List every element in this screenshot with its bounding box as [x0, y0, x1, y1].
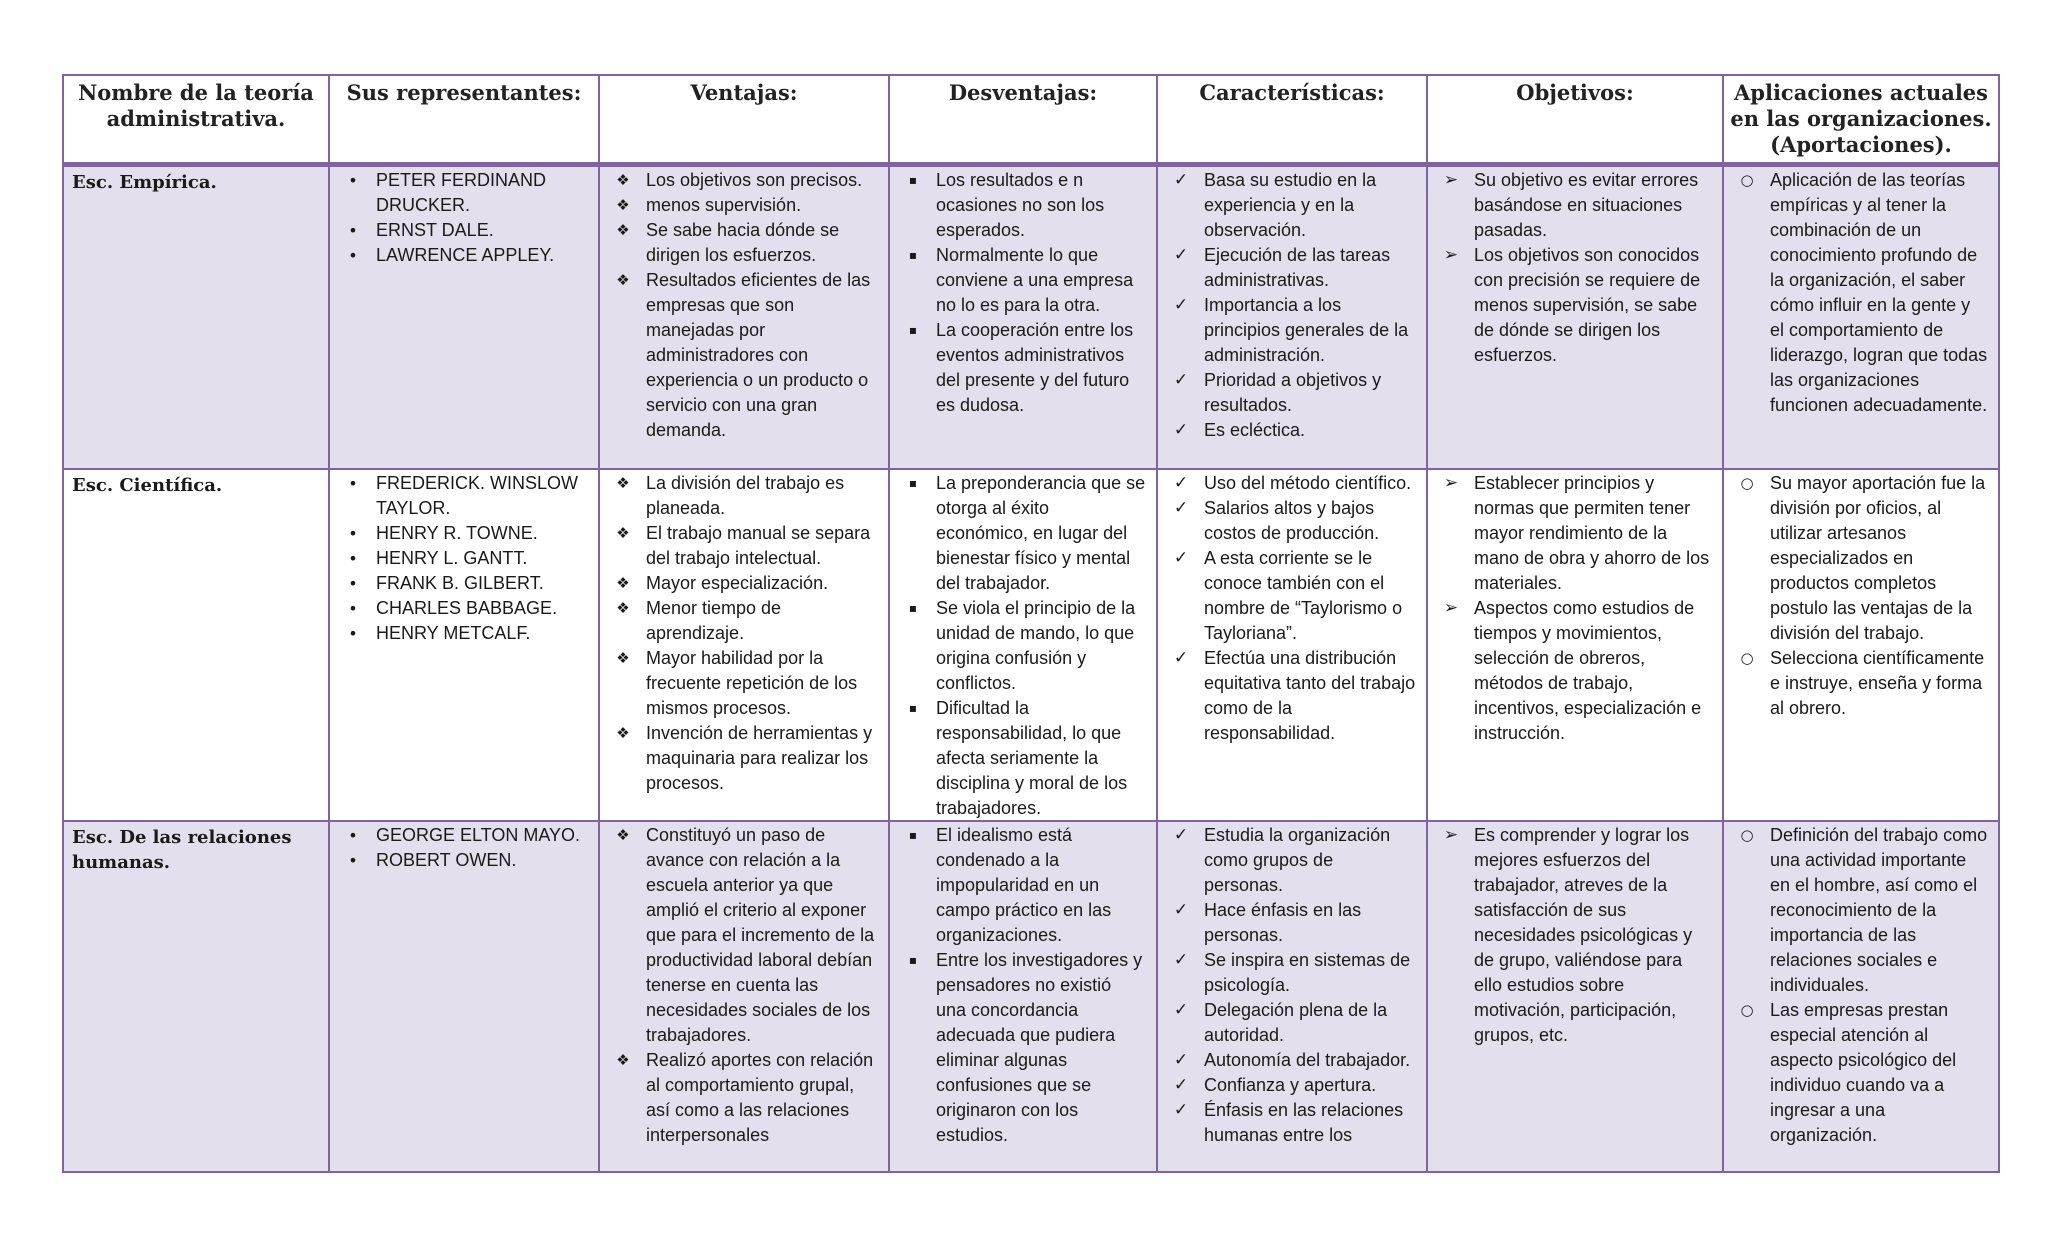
list-item-text: Los objetivos son conocidos con precisión se requiere de menos supervisión, se sabe de dónde se dirigen los esfuerzos.: [1474, 245, 1701, 365]
list-item-text: Dificultad la responsabilidad, lo que afecta seriamente la disciplina y moral de los trabajadores.: [936, 698, 1128, 818]
applications-list: [1724, 167, 1998, 418]
list-item: [890, 471, 1146, 596]
header-disadvantages: Desventajas:: [889, 75, 1157, 165]
bullet-icon: ▪: [908, 828, 918, 842]
bullet-icon: ✓: [1173, 1000, 1189, 1020]
bullet-icon: ✓: [1173, 825, 1189, 845]
list-item: [330, 546, 588, 571]
bullet-icon: ✓: [1173, 170, 1189, 190]
bullet-icon: •: [348, 246, 358, 265]
list-item-text: Es comprender y lograr los mejores esfuerzos del trabajador, atreves de la satisfacción de sus necesidades psicológicas y de grupo, valiéndose para ello estudios sobre motivación, participación, grupos, etc.: [1474, 825, 1693, 1045]
bullet-icon: ❖: [616, 221, 630, 239]
representatives-cell: [329, 165, 599, 470]
list-item-text: FREDERICK. WINSLOW TAYLOR.: [376, 473, 579, 518]
list-item: [1158, 898, 1416, 948]
list-item: [890, 948, 1146, 1148]
list-item-text: Definición del trabajo como una actividad importante en el hombre, así como el reconocimiento de la importancia de las relaciones sociales e individuales.: [1770, 825, 1988, 995]
list-item: [1428, 168, 1712, 243]
list-item-text: Normalmente lo que conviene a una empresa no lo es para la otra.: [936, 245, 1134, 315]
disadvantages-list: [890, 470, 1156, 820]
bullet-icon: ✓: [1173, 950, 1189, 970]
bullet-icon: ✓: [1173, 1075, 1189, 1095]
list-item: [600, 1048, 878, 1148]
objectives-cell: [1427, 165, 1723, 470]
list-item: [1724, 168, 1988, 418]
list-item-text: Constituyó un paso de avance con relación a la escuela anterior ya que amplió el criterio al exponer que para el incremento de la productividad laboral debían tenerse en cuenta las necesidades sociales de los trabajadores.: [646, 825, 875, 1045]
header-characteristics: Características:: [1157, 75, 1427, 165]
bullet-icon: ▪: [908, 701, 918, 715]
representatives-cell: [329, 821, 599, 1172]
header-representatives: Sus representantes:: [329, 75, 599, 165]
bullet-icon: ✓: [1173, 420, 1189, 440]
advantages-list: [600, 167, 888, 443]
list-item-text: Confianza y apertura.: [1204, 1075, 1377, 1095]
list-item: [600, 521, 878, 571]
bullet-icon: ○: [1740, 474, 1754, 492]
disadvantages-list: [890, 167, 1156, 418]
list-item: [600, 193, 878, 218]
list-item: [1724, 471, 1988, 646]
list-item-text: Su mayor aportación fue la división por oficios, al utilizar artesanos especializados en productos completos postulo las ventajas de la división del trabajo.: [1770, 473, 1986, 643]
list-item-text: La división del trabajo es planeada.: [646, 473, 845, 518]
bullet-icon: ✓: [1173, 1100, 1189, 1120]
list-item-text: Mayor habilidad por la frecuente repetición de los mismos procesos.: [646, 648, 858, 718]
representatives-list: [330, 470, 598, 646]
list-item-text: Los resultados e n ocasiones no son los esperados.: [936, 170, 1105, 240]
bullet-icon: •: [348, 574, 358, 593]
advantages-cell: [599, 821, 889, 1172]
list-item-text: Basa su estudio en la experiencia y en la observación.: [1204, 170, 1377, 240]
bullet-icon: ▪: [908, 601, 918, 615]
list-item: [330, 823, 588, 848]
disadvantages-cell: [889, 821, 1157, 1172]
bullet-icon: ❖: [616, 724, 630, 742]
list-item: [1724, 998, 1988, 1148]
bullet-icon: ○: [1740, 826, 1754, 844]
bullet-icon: ❖: [616, 474, 630, 492]
characteristics-list: [1158, 167, 1426, 443]
bullet-icon: ➢: [1443, 245, 1459, 265]
bullet-icon: ✓: [1173, 370, 1189, 390]
list-item: [1158, 168, 1416, 243]
list-item: [600, 218, 878, 268]
list-item-text: HENRY R. TOWNE.: [376, 523, 538, 543]
list-item-text: ROBERT OWEN.: [376, 850, 517, 870]
list-item: [1428, 823, 1712, 1048]
objectives-cell: [1427, 821, 1723, 1172]
list-item: [1158, 471, 1416, 496]
list-item: [330, 218, 588, 243]
bullet-icon: •: [348, 851, 358, 870]
list-item: [600, 721, 878, 796]
list-item: [1428, 243, 1712, 368]
list-item-text: Invención de herramientas y maquinaria para realizar los procesos.: [646, 723, 873, 793]
list-item: [600, 571, 878, 596]
bullet-icon: ○: [1740, 171, 1754, 189]
list-item: [600, 823, 878, 1048]
list-item-text: LAWRENCE APPLEY.: [376, 245, 555, 265]
list-item-text: Selecciona científicamente e instruye, enseña y forma al obrero.: [1770, 648, 1985, 718]
list-item: [1158, 293, 1416, 368]
list-item: [330, 471, 588, 521]
characteristics-cell: [1157, 165, 1427, 470]
list-item-text: Resultados eficientes de las empresas que son manejadas por administradores con experiencia o un producto o servicio con una gran demanda.: [646, 270, 871, 440]
table-row: [63, 469, 1999, 821]
advantages-list: [600, 470, 888, 796]
characteristics-list: [1158, 470, 1426, 746]
list-item-text: PETER FERDINAND DRUCKER.: [376, 170, 547, 215]
objectives-list: [1428, 167, 1722, 368]
bullet-icon: ▪: [908, 953, 918, 967]
applications-list: [1724, 470, 1998, 721]
list-item: [1158, 948, 1416, 998]
characteristics-list: [1158, 822, 1426, 1148]
list-item-text: menos supervisión.: [646, 195, 802, 215]
list-item: [890, 318, 1146, 418]
bullet-icon: ✓: [1173, 245, 1189, 265]
table-row: [63, 821, 1999, 1172]
bullet-icon: ▪: [908, 476, 918, 490]
list-item-text: Ejecución de las tareas administrativas.: [1204, 245, 1391, 290]
bullet-icon: ➢: [1443, 825, 1459, 845]
list-item: [1158, 546, 1416, 646]
list-item: [330, 521, 588, 546]
representatives-list: [330, 167, 598, 268]
advantages-list: [600, 822, 888, 1148]
list-item: [890, 696, 1146, 820]
bullet-icon: ❖: [616, 574, 630, 592]
applications-cell: [1723, 165, 1999, 470]
list-item-text: Se sabe hacia dónde se dirigen los esfuerzos.: [646, 220, 840, 265]
list-item: [1724, 823, 1988, 998]
list-item-text: Mayor especialización.: [646, 573, 829, 593]
list-item: [330, 621, 588, 646]
list-item: [600, 596, 878, 646]
list-item-text: Entre los investigadores y pensadores no existió una concordancia adecuada que pudiera eliminar algunas confusiones que se originaron con los estudios.: [936, 950, 1143, 1145]
list-item-text: Realizó aportes con relación al comportamiento grupal, así como a las relaciones interpersonales: [646, 1050, 874, 1145]
list-item: [1158, 1098, 1416, 1148]
list-item-text: Las empresas prestan especial atención al aspecto psicológico del individuo cuando va a ingresar a una organización.: [1770, 1000, 1957, 1145]
header-applications: Aplicaciones actuales en las organizaciones. (Aportaciones).: [1723, 75, 1999, 165]
objectives-cell: [1427, 469, 1723, 821]
list-item-text: GEORGE ELTON MAYO.: [376, 825, 581, 845]
applications-list: [1724, 822, 1998, 1148]
list-item: [330, 571, 588, 596]
list-item-text: Énfasis en las relaciones humanas entre los: [1204, 1100, 1404, 1145]
list-item: [890, 243, 1146, 318]
representatives-cell: [329, 469, 599, 821]
bullet-icon: ❖: [616, 196, 630, 214]
list-item: [1428, 596, 1712, 746]
theory-name-cell: Esc. Científica.: [63, 469, 329, 821]
list-item-text: Hace énfasis en las personas.: [1204, 900, 1362, 945]
list-item-text: Efectúa una distribución equitativa tanto del trabajo como de la responsabilidad.: [1204, 648, 1416, 743]
bullet-icon: ○: [1740, 649, 1754, 667]
list-item-text: La preponderancia que se otorga al éxito económico, en lugar del bienestar físico y mental del trabajador.: [936, 473, 1146, 593]
header-objectives: Objetivos:: [1427, 75, 1723, 165]
list-item: [1428, 471, 1712, 596]
bullet-icon: ❖: [616, 826, 630, 844]
bullet-icon: ✓: [1173, 498, 1189, 518]
list-item-text: Establecer principios y normas que permiten tener mayor rendimiento de la mano de obra y ahorro de los materiales.: [1474, 473, 1710, 593]
list-item-text: Prioridad a objetivos y resultados.: [1204, 370, 1382, 415]
list-item-text: El idealismo está condenado a la impopularidad en un campo práctico en las organizaciones.: [936, 825, 1112, 945]
bullet-icon: •: [348, 221, 358, 240]
list-item-text: Es ecléctica.: [1204, 420, 1306, 440]
list-item-text: Aplicación de las teorías empíricas y al tener la combinación de un conocimiento profundo de la organización, el saber cómo influir en la gente y el comportamiento de liderazgo, logran que todas las organizaciones funcionen adecuadamente.: [1770, 170, 1988, 415]
list-item-text: Estudia la organización como grupos de personas.: [1204, 825, 1391, 895]
list-item: [600, 268, 878, 443]
bullet-icon: •: [348, 549, 358, 568]
list-item-text: Autonomía del trabajador.: [1204, 1050, 1411, 1070]
list-item-text: Importancia a los principios generales de la administración.: [1204, 295, 1409, 365]
list-item: [1158, 1073, 1416, 1098]
header-advantages: Ventajas:: [599, 75, 889, 165]
list-item-text: El trabajo manual se separa del trabajo intelectual.: [646, 523, 871, 568]
list-item: [330, 848, 588, 873]
list-item-text: HENRY L. GANTT.: [376, 548, 528, 568]
theory-name-cell: Esc. De las relaciones humanas.: [63, 821, 329, 1172]
bullet-icon: ▪: [908, 323, 918, 337]
objectives-list: [1428, 470, 1722, 746]
list-item: [600, 471, 878, 521]
list-item: [1158, 998, 1416, 1048]
bullet-icon: ✓: [1173, 295, 1189, 315]
bullet-icon: ✓: [1173, 1050, 1189, 1070]
applications-cell: [1723, 821, 1999, 1172]
theories-table: [62, 74, 2000, 1173]
bullet-icon: ❖: [616, 171, 630, 189]
list-item: [600, 168, 878, 193]
characteristics-cell: [1157, 469, 1427, 821]
list-item-text: Se inspira en sistemas de psicología.: [1204, 950, 1411, 995]
list-item: [1724, 646, 1988, 721]
list-item-text: Uso del método científico.: [1204, 473, 1412, 493]
bullet-icon: •: [348, 624, 358, 643]
bullet-icon: ➢: [1443, 473, 1459, 493]
list-item-text: La cooperación entre los eventos administrativos del presente y del futuro es dudosa.: [936, 320, 1134, 415]
advantages-cell: [599, 165, 889, 470]
list-item-text: Salarios altos y bajos costos de producción.: [1204, 498, 1380, 543]
list-item: [600, 646, 878, 721]
bullet-icon: •: [348, 171, 358, 190]
list-item-text: Su objetivo es evitar errores basándose en situaciones pasadas.: [1474, 170, 1699, 240]
bullet-icon: •: [348, 474, 358, 493]
list-item-text: HENRY METCALF.: [376, 623, 531, 643]
bullet-icon: ✓: [1173, 900, 1189, 920]
disadvantages-list: [890, 822, 1156, 1148]
bullet-icon: ➢: [1443, 598, 1459, 618]
applications-cell: [1723, 469, 1999, 821]
list-item-text: A esta corriente se le conoce también con el nombre de “Taylorismo o Tayloriana”.: [1204, 548, 1403, 643]
list-item: [1158, 243, 1416, 293]
representatives-list: [330, 822, 598, 873]
list-item-text: Se viola el principio de la unidad de mando, lo que origina confusión y conflictos.: [936, 598, 1136, 693]
bullet-icon: ❖: [616, 271, 630, 289]
list-item-text: Los objetivos son precisos.: [646, 170, 863, 190]
bullet-icon: ❖: [616, 599, 630, 617]
bullet-icon: ❖: [616, 1051, 630, 1069]
list-item: [1158, 418, 1416, 443]
objectives-list: [1428, 822, 1722, 1048]
disadvantages-cell: [889, 165, 1157, 470]
bullet-icon: ▪: [908, 248, 918, 262]
bullet-icon: ✓: [1173, 648, 1189, 668]
bullet-icon: ❖: [616, 524, 630, 542]
list-item: [1158, 823, 1416, 898]
advantages-cell: [599, 469, 889, 821]
bullet-icon: ✓: [1173, 473, 1189, 493]
list-item: [890, 823, 1146, 948]
list-item: [1158, 496, 1416, 546]
header-theory-name: Nombre de la teoría administrativa.: [63, 75, 329, 165]
list-item: [1158, 1048, 1416, 1073]
list-item: [890, 168, 1146, 243]
list-item-text: Delegación plena de la autoridad.: [1204, 1000, 1388, 1045]
theory-name-cell: Esc. Empírica.: [63, 165, 329, 470]
list-item: [330, 596, 588, 621]
list-item: [1158, 646, 1416, 746]
bullet-icon: •: [348, 524, 358, 543]
disadvantages-cell: [889, 469, 1157, 821]
header-row: [63, 75, 1999, 165]
bullet-icon: ➢: [1443, 170, 1459, 190]
list-item: [330, 243, 588, 268]
bullet-icon: ✓: [1173, 548, 1189, 568]
characteristics-cell: [1157, 821, 1427, 1172]
list-item: [330, 168, 588, 218]
bullet-icon: ○: [1740, 1001, 1754, 1019]
list-item-text: Aspectos como estudios de tiempos y movimientos, selección de obreros, métodos de trabajo, incentivos, especialización e instrucción.: [1474, 598, 1702, 743]
bullet-icon: ❖: [616, 649, 630, 667]
list-item-text: FRANK B. GILBERT.: [376, 573, 544, 593]
table-row: [63, 165, 1999, 470]
list-item-text: ERNST DALE.: [376, 220, 494, 240]
list-item: [890, 596, 1146, 696]
bullet-icon: •: [348, 826, 358, 845]
bullet-icon: ▪: [908, 173, 918, 187]
list-item: [1158, 368, 1416, 418]
bullet-icon: •: [348, 599, 358, 618]
list-item-text: Menor tiempo de aprendizaje.: [646, 598, 782, 643]
list-item-text: CHARLES BABBAGE.: [376, 598, 558, 618]
